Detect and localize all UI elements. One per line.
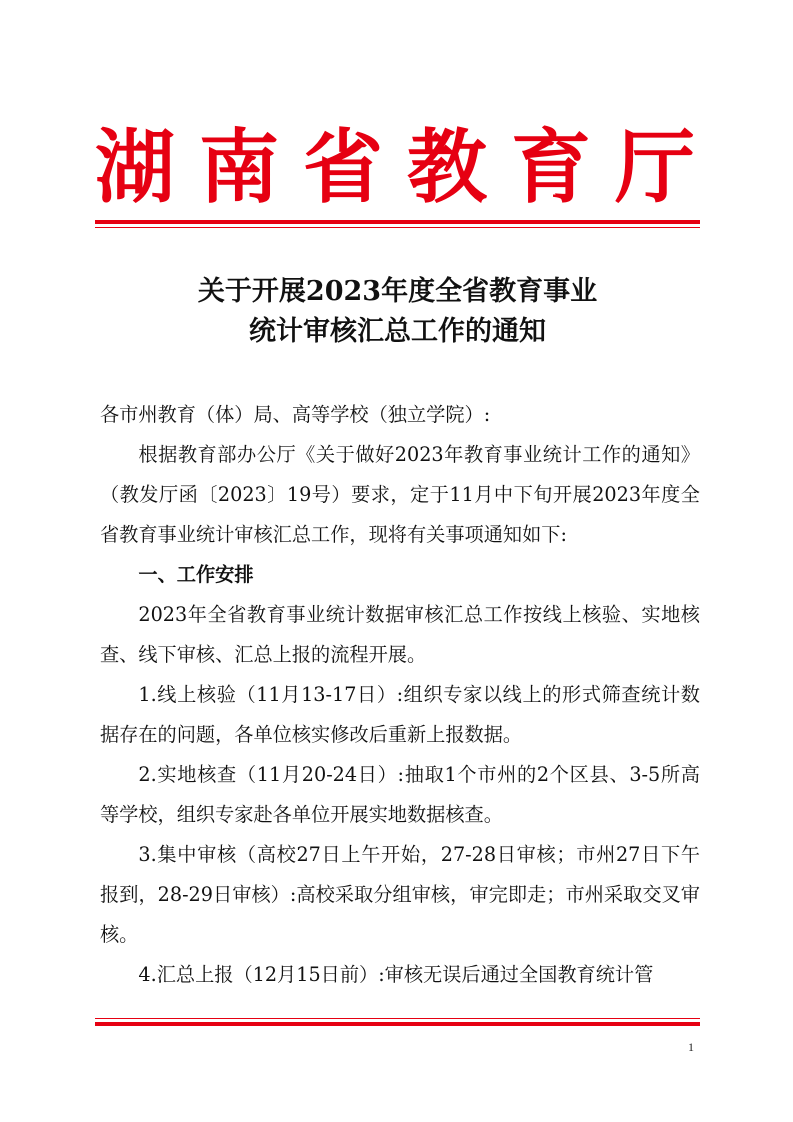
masthead-char: 育 <box>511 120 591 214</box>
paragraph: 根据教育部办公厅《关于做好2023年教育事业统计工作的通知》（教发厅函〔2023〕19号）要求，定于11月中下旬开展2023年度全省教育事业统计审核汇总工作，现将有关事项通知如下: <box>100 443 700 546</box>
section-heading: 一、工作安排 <box>138 563 254 586</box>
masthead-char: 厅 <box>615 120 695 214</box>
paragraph: 1.线上核验（11月13-17日）:组织专家以线上的形式筛查统计数据存在的问题，各单位核实修改后重新上报数据。 <box>100 683 700 746</box>
document-title <box>95 272 700 352</box>
masthead <box>95 122 695 212</box>
masthead-char: 教 <box>407 120 487 214</box>
masthead-char: 湖 <box>95 120 175 214</box>
masthead-char: 省 <box>303 120 383 214</box>
header-red-rule <box>95 220 700 224</box>
masthead-char: 南 <box>199 120 279 214</box>
document-body <box>100 395 700 995</box>
paragraph: 2023年全省教育事业统计数据审核汇总工作按线上核验、实地核查、线下审核、汇总上报的流程开展。 <box>100 603 700 666</box>
footer-red-rule <box>95 1018 700 1019</box>
salutation: 各市州教育（体）局、高等学校（独立学院）: <box>100 403 491 426</box>
paragraph: 3.集中审核（高校27日上午开始，27-28日审核；市州27日下午报到，28-29日审核）:高校采取分组审核，审完即走；市州采取交叉审核。 <box>100 843 700 946</box>
page-number: 1 <box>688 1040 694 1054</box>
title-line-2: 统计审核汇总工作的通知 <box>249 316 546 347</box>
paragraph: 4.汇总上报（12月15日前）:审核无误后通过全国教育统计管 <box>138 963 654 986</box>
paragraph: 2.实地核查（11月20-24日）:抽取1个市州的2个区县、3-5所高等学校，组织专家赴各单位开展实地数据核查。 <box>100 763 700 826</box>
title-line-1: 关于开展2023年度全省教育事业 <box>197 276 598 307</box>
